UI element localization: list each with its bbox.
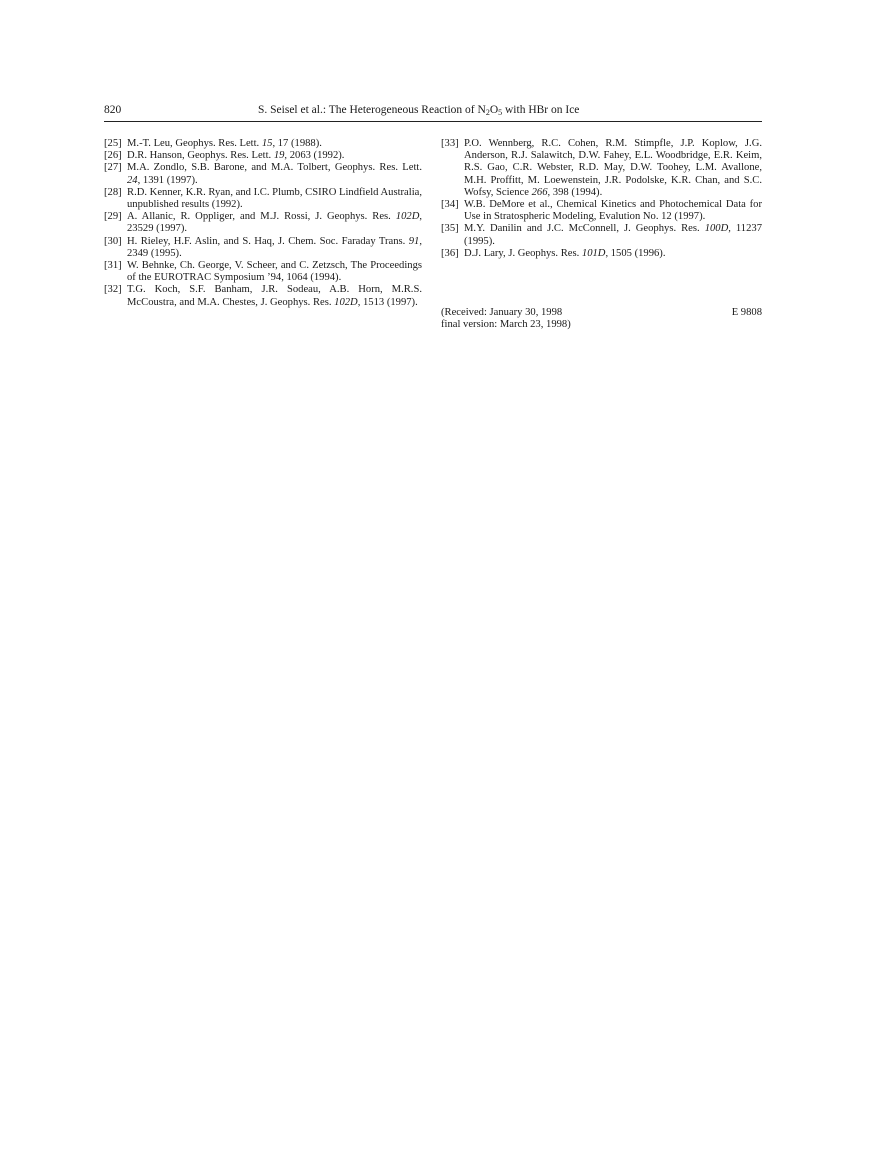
final-version-date: final version: March 23, 1998) xyxy=(441,319,571,331)
reference-26: [26] D.R. Hanson, Geophys. Res. Lett. 19, 2063 (1992). xyxy=(104,150,345,162)
page-number: 820 xyxy=(104,104,122,116)
reference-28: [28] R.D. Kenner, K.R. Ryan, and I.C. Plumb, CSIRO Lindfield Australia, unpublished results (1992). xyxy=(104,186,422,211)
reference-31: [31] W. Behnke, Ch. George, V. Scheer, and C. Zetzsch, The Proceedings of the EUROTRAC Symposium ’94, 1064 (1994). xyxy=(104,260,422,284)
reference-33: [33] P.O. Wennberg, R.C. Cohen, R.M. Stimpfle, J.P. Koplow, J.G. Anderson, R.J. Salawitch, D.W. Fahey, E.L. Woodbridge, E.R. Keim, R.S. Gao, C.R. Webster, R.D. May, D.W. Toohey, L.M. Avallone, M.H. Proffitt, M. Loewenstein, J.R. Podolske, K.R. Chan, and S.C. Wofsy, Science 266, 398 (1994). xyxy=(441,138,762,198)
reference-27: [27] M.A. Zondlo, S.B. Barone, and M.A. Tolbert, Geophys. Res. Lett. 24, 1391 (1997). xyxy=(104,162,422,186)
reference-34: [34] W.B. DeMore et al., Chemical Kinetics and Photochemical Data for Use in Stratospheric Modeling, Evalution No. 12 (1997). xyxy=(441,199,762,223)
reference-36: [36] D.J. Lary, J. Geophys. Res. 101D, 1505 (1996). xyxy=(441,247,666,259)
references-right-column xyxy=(441,138,762,260)
received-date: (Received: January 30, 1998 xyxy=(441,307,563,318)
running-head: S. Seisel et al.: The Heterogeneous Reaction of $N_2O_5$ with HBr on Ice xyxy=(258,104,580,117)
received-dates xyxy=(441,307,762,331)
page-header xyxy=(104,103,762,122)
reference-25: [25] M.-T. Leu, Geophys. Res. Lett. 15, 17 (1988). xyxy=(104,138,322,149)
reference-35: [35] M.Y. Danilin and J.C. McConnell, J. Geophys. Res. 100D, 11237 (1995). xyxy=(441,223,762,247)
references-left-column xyxy=(104,138,422,309)
reference-30: [30] H. Rieley, H.F. Aslin, and S. Haq, J. Chem. Soc. Faraday Trans. 91, 2349 (1995). xyxy=(104,235,422,259)
manuscript-code: E 9808 xyxy=(731,307,762,318)
reference-32: [32] T.G. Koch, S.F. Banham, J.R. Sodeau, A.B. Horn, M.R.S. McCoustra, and M.A. Chestes, J. Geophys. Res. 102D, 1513 (1997). xyxy=(104,284,422,308)
reference-29: [29] A. Allanic, R. Oppliger, and M.J. Rossi, J. Geophys. Res. 102D, 23529 (1997). xyxy=(104,211,422,235)
